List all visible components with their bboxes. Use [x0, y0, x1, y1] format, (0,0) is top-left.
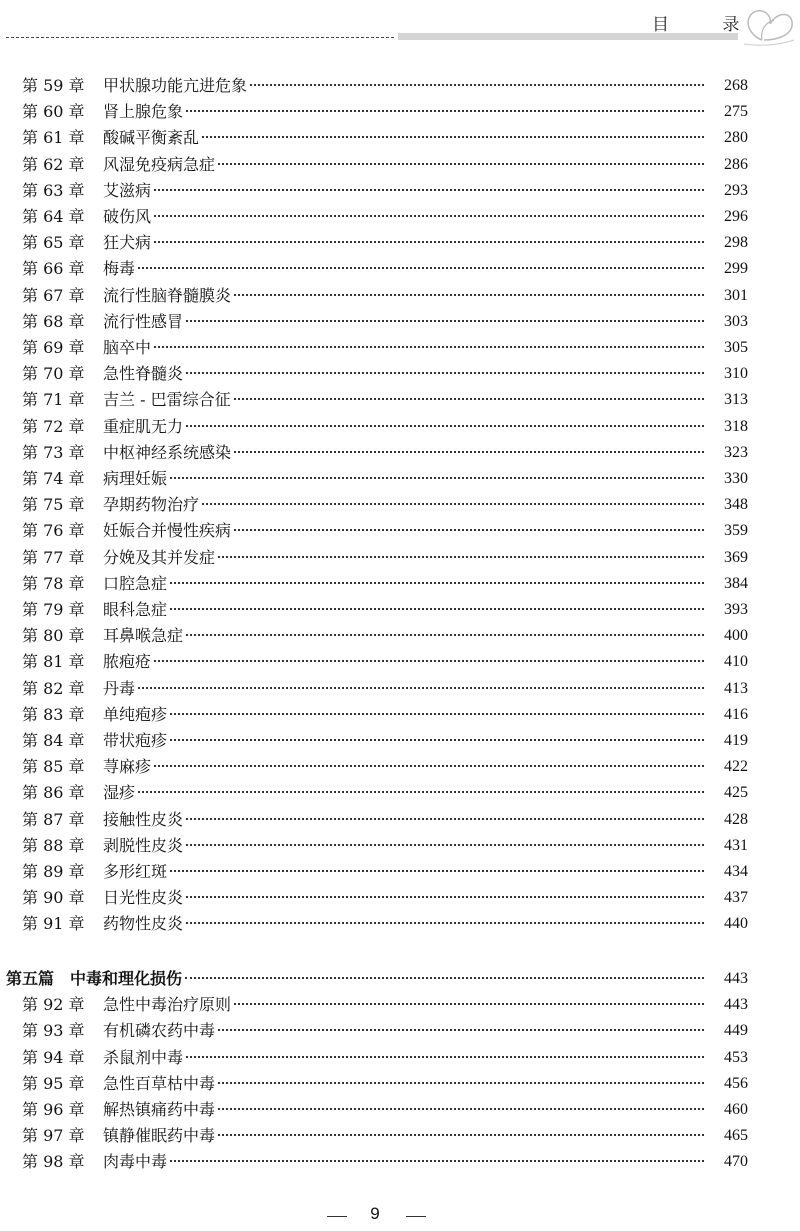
toc-row	[0, 571, 800, 597]
page-reference: 293	[706, 178, 748, 204]
chapter-number: 第 89 章	[22, 862, 85, 881]
chapter-title: 急性中毒治疗原则	[103, 995, 232, 1015]
chapter-number: 第 62 章	[22, 154, 85, 174]
chapter-number: 第 98 章	[22, 1152, 85, 1172]
page-reference: 313	[706, 387, 748, 413]
page-reference: 453	[706, 1045, 748, 1071]
chapter-title: 病理妊娠	[103, 469, 168, 488]
dot-leader	[138, 267, 748, 269]
toc-row	[0, 649, 800, 675]
title-with-leader	[103, 125, 748, 151]
footer-dash-left	[327, 1216, 347, 1217]
running-title: 目 录	[652, 15, 764, 35]
toc-row	[0, 73, 800, 99]
page-reference: 369	[706, 545, 748, 571]
chapter-number: 第 95 章	[22, 1073, 85, 1093]
title-with-leader	[103, 1071, 748, 1097]
chapter-number: 第 77 章	[22, 547, 85, 567]
dot-leader	[234, 451, 748, 453]
chapter-number: 第 61 章	[22, 128, 85, 148]
chapter-title: 孕期药物治疗	[103, 495, 200, 515]
title-with-leader	[103, 283, 748, 309]
title-with-leader	[103, 440, 748, 466]
chapter-title: 湿疹	[103, 783, 136, 803]
title-with-leader	[103, 545, 748, 571]
chapter-title: 甲状腺功能亢进危象	[103, 76, 248, 95]
dot-leader	[218, 163, 748, 165]
chapter-title: 脓疱疮	[103, 652, 152, 672]
dot-leader	[218, 1134, 748, 1136]
toc-row	[0, 466, 800, 492]
title-with-leader	[103, 152, 748, 178]
toc-row	[0, 545, 800, 571]
dot-leader	[138, 687, 748, 689]
toc-row	[0, 178, 800, 204]
chapter-title: 杀鼠剂中毒	[103, 1047, 184, 1067]
dot-leader	[186, 634, 748, 636]
page-reference: 323	[706, 440, 748, 466]
toc-row	[0, 807, 800, 833]
title-with-leader	[103, 859, 748, 885]
toc-row	[0, 361, 800, 387]
title-with-leader	[103, 1018, 748, 1044]
dot-leader	[218, 1029, 748, 1031]
page-reference: 286	[706, 152, 748, 178]
toc-row	[0, 833, 800, 859]
toc-row	[0, 992, 800, 1018]
page-reference: 419	[706, 728, 748, 754]
title-with-leader	[103, 518, 748, 544]
dot-leader	[170, 739, 748, 741]
chapter-title: 艾滋病	[103, 180, 152, 200]
title-with-leader	[103, 885, 748, 911]
dot-leader	[138, 791, 748, 793]
page-reference: 310	[706, 361, 748, 387]
page-reference: 348	[706, 492, 748, 518]
page-reference: 275	[706, 99, 748, 125]
chapter-title: 单纯疱疹	[103, 704, 168, 724]
dot-leader	[186, 922, 748, 924]
chapter-title: 流行性脑脊髓膜炎	[103, 285, 232, 305]
toc-row	[0, 1123, 800, 1149]
page-reference: 318	[706, 414, 748, 440]
chapter-number: 第 74 章	[22, 469, 85, 488]
toc-row	[0, 518, 800, 544]
title-with-leader	[103, 414, 748, 440]
dot-leader	[186, 844, 748, 846]
chapter-title: 肉毒中毒	[103, 1152, 168, 1172]
part-heading-row	[0, 966, 800, 992]
title-with-leader	[103, 73, 748, 99]
toc-row	[0, 885, 800, 911]
toc-row	[0, 1071, 800, 1097]
page-reference: 431	[706, 833, 748, 859]
dot-leader	[234, 529, 748, 531]
title-with-leader	[103, 230, 748, 256]
toc-row	[0, 754, 800, 780]
page-reference: 268	[706, 73, 748, 99]
chapter-number: 第 71 章	[22, 390, 85, 410]
page-reference: 470	[706, 1149, 748, 1175]
chapter-title: 狂犬病	[103, 233, 152, 253]
footer-dash-right	[406, 1216, 426, 1217]
dot-leader	[218, 556, 748, 558]
chapter-number: 第 79 章	[22, 600, 85, 619]
chapter-title: 酸碱平衡紊乱	[103, 128, 200, 148]
chapter-number: 第 69 章	[22, 338, 85, 357]
dot-leader	[202, 136, 748, 138]
dot-leader	[186, 1056, 748, 1058]
title-with-leader	[103, 256, 748, 282]
dot-leader	[154, 765, 748, 767]
toc-row	[0, 440, 800, 466]
chapter-title: 日光性皮炎	[103, 888, 184, 908]
dot-leader	[250, 84, 748, 86]
title-with-leader	[103, 492, 748, 518]
toc-row	[0, 256, 800, 282]
page-reference: 384	[706, 571, 748, 597]
title-with-leader	[103, 649, 748, 675]
dot-leader	[186, 110, 748, 112]
dot-leader	[234, 398, 748, 400]
chapter-number: 第 83 章	[22, 704, 85, 724]
toc-row	[0, 152, 800, 178]
chapter-number: 第 82 章	[22, 678, 85, 698]
title-with-leader	[103, 911, 748, 937]
page-reference: 428	[706, 807, 748, 833]
toc-row	[0, 99, 800, 125]
dot-leader	[154, 346, 748, 348]
chapter-title: 有机磷农药中毒	[103, 1021, 216, 1041]
chapter-number: 第 78 章	[22, 573, 85, 593]
title-with-leader	[103, 361, 748, 387]
dot-leader	[234, 1003, 748, 1005]
chapter-title: 耳鼻喉急症	[103, 626, 184, 646]
title-with-leader	[103, 754, 748, 780]
chapter-number: 第 96 章	[22, 1100, 85, 1119]
toc-row	[0, 676, 800, 702]
title-with-leader	[103, 807, 748, 833]
dot-leader	[170, 477, 748, 479]
chapter-number: 第 73 章	[22, 442, 85, 462]
flower-logo-icon	[732, 0, 798, 50]
page-reference: 443	[706, 992, 748, 1018]
chapter-title: 流行性感冒	[103, 311, 184, 331]
dot-leader	[185, 977, 748, 979]
toc-row	[0, 414, 800, 440]
toc-row	[0, 309, 800, 335]
dot-leader	[234, 294, 748, 296]
dot-leader	[170, 582, 748, 584]
toc-row	[0, 728, 800, 754]
chapter-number: 第 84 章	[22, 731, 85, 750]
title-with-leader	[103, 623, 748, 649]
dot-leader	[170, 1160, 748, 1162]
title-with-leader	[103, 702, 748, 728]
chapter-number: 第 87 章	[22, 809, 85, 829]
chapter-number: 第 90 章	[22, 888, 85, 908]
title-with-leader	[103, 1123, 748, 1149]
chapter-title: 镇静催眠药中毒	[103, 1126, 216, 1146]
page-reference: 303	[706, 309, 748, 335]
chapter-title: 破伤风	[103, 207, 152, 226]
chapter-number: 第 93 章	[22, 1021, 85, 1041]
page-reference: 465	[706, 1123, 748, 1149]
chapter-title: 梅毒	[103, 259, 136, 279]
page-reference: 299	[706, 256, 748, 282]
title-with-leader	[103, 728, 748, 754]
title-with-leader	[103, 309, 748, 335]
title-with-leader	[103, 833, 748, 859]
chapter-title: 急性脊髓炎	[103, 364, 184, 384]
page-reference: 410	[706, 649, 748, 675]
page-reference: 359	[706, 518, 748, 544]
chapter-title: 解热镇痛药中毒	[103, 1100, 216, 1119]
part-title: 第五篇 中毒和理化损伤	[6, 969, 183, 988]
dot-leader	[202, 503, 748, 505]
title-with-leader	[103, 1045, 748, 1071]
page-reference: 298	[706, 230, 748, 256]
title-with-leader	[103, 335, 748, 361]
chapter-title: 急性百草枯中毒	[103, 1073, 216, 1093]
title-with-leader	[103, 387, 748, 413]
chapter-number: 第 94 章	[22, 1047, 85, 1067]
dot-leader	[186, 818, 748, 820]
page-reference: 301	[706, 283, 748, 309]
chapter-title: 分娩及其并发症	[103, 547, 216, 567]
title-with-leader	[103, 99, 748, 125]
chapter-title: 接触性皮炎	[103, 809, 184, 829]
chapter-title: 重症肌无力	[103, 416, 184, 436]
title-with-leader	[103, 178, 748, 204]
chapter-number: 第 66 章	[22, 259, 85, 279]
page-reference: 434	[706, 859, 748, 885]
toc-row	[0, 702, 800, 728]
title-with-leader	[103, 1097, 748, 1123]
page-reference: 440	[706, 911, 748, 937]
page-reference: 330	[706, 466, 748, 492]
chapter-number: 第 72 章	[22, 416, 85, 436]
toc-row	[0, 780, 800, 806]
chapter-number: 第 97 章	[22, 1126, 85, 1146]
chapter-title: 脑卒中	[103, 338, 152, 357]
dot-leader	[218, 1108, 748, 1110]
chapter-number: 第 81 章	[22, 652, 85, 672]
page-reference: 460	[706, 1097, 748, 1123]
dot-leader	[154, 241, 748, 243]
title-with-leader	[103, 466, 748, 492]
title-with-leader	[103, 992, 748, 1018]
chapter-title: 多形红斑	[103, 862, 168, 881]
page-number: 9	[370, 1204, 380, 1223]
title-with-leader	[103, 676, 748, 702]
page-reference: 305	[706, 335, 748, 361]
page-reference: 443	[706, 966, 748, 992]
dot-leader	[170, 713, 748, 715]
chapter-title: 剥脱性皮炎	[103, 835, 184, 855]
dot-leader	[186, 320, 748, 322]
dot-leader	[186, 425, 748, 427]
toc-row	[0, 230, 800, 256]
page-reference: 280	[706, 125, 748, 151]
chapter-number: 第 75 章	[22, 495, 85, 515]
page-footer	[0, 1204, 800, 1228]
dot-leader	[154, 189, 748, 191]
dot-leader	[186, 372, 748, 374]
chapter-number: 第 80 章	[22, 626, 85, 646]
chapter-number: 第 85 章	[22, 757, 85, 777]
toc-row	[0, 1018, 800, 1044]
title-with-leader	[103, 597, 748, 623]
chapter-number: 第 92 章	[22, 995, 85, 1015]
chapter-title: 妊娠合并慢性疾病	[103, 521, 232, 541]
chapter-number: 第 68 章	[22, 311, 85, 331]
toc-row	[0, 387, 800, 413]
page-reference: 296	[706, 204, 748, 230]
dot-leader	[186, 896, 748, 898]
dot-leader	[154, 660, 748, 662]
chapter-title: 带状疱疹	[103, 731, 168, 750]
chapter-number: 第 65 章	[22, 233, 85, 253]
toc-row	[0, 597, 800, 623]
page-reference: 416	[706, 702, 748, 728]
toc-row	[0, 1097, 800, 1123]
header-dashed-rule	[6, 37, 394, 38]
toc-row	[0, 1149, 800, 1175]
page-reference: 425	[706, 780, 748, 806]
title-with-leader	[103, 1149, 748, 1175]
chapter-number: 第 60 章	[22, 102, 85, 122]
chapter-number: 第 64 章	[22, 207, 85, 226]
page-reference: 413	[706, 676, 748, 702]
page-reference: 456	[706, 1071, 748, 1097]
chapter-number: 第 59 章	[22, 76, 85, 95]
toc-row	[0, 859, 800, 885]
dot-leader	[170, 870, 748, 872]
chapter-number: 第 70 章	[22, 364, 85, 384]
chapter-number: 第 76 章	[22, 521, 85, 541]
page-header	[0, 0, 800, 60]
chapter-title: 中枢神经系统感染	[103, 442, 232, 462]
chapter-number: 第 88 章	[22, 835, 85, 855]
dot-leader	[170, 608, 748, 610]
chapter-title: 口腔急症	[103, 573, 168, 593]
page-reference: 437	[706, 885, 748, 911]
chapter-title: 眼科急症	[103, 600, 168, 619]
chapter-title: 荨麻疹	[103, 757, 152, 777]
title-with-leader	[103, 571, 748, 597]
toc-row	[0, 911, 800, 937]
chapter-title: 丹毒	[103, 678, 136, 698]
chapter-number: 第 67 章	[22, 285, 85, 305]
chapter-title: 肾上腺危象	[103, 102, 184, 122]
title-with-leader	[6, 966, 748, 992]
dot-leader	[154, 215, 748, 217]
page-reference: 393	[706, 597, 748, 623]
chapter-number: 第 86 章	[22, 783, 85, 803]
dot-leader	[218, 1082, 748, 1084]
chapter-title: 药物性皮炎	[103, 914, 184, 934]
toc-row	[0, 125, 800, 151]
page-reference: 449	[706, 1018, 748, 1044]
title-with-leader	[103, 780, 748, 806]
chapter-number: 第 91 章	[22, 914, 85, 934]
toc-row	[0, 204, 800, 230]
toc-row	[0, 1045, 800, 1071]
chapter-title: 风湿免疫病急症	[103, 154, 216, 174]
chapter-number: 第 63 章	[22, 180, 85, 200]
page-reference: 422	[706, 754, 748, 780]
toc-row	[0, 335, 800, 361]
toc-row	[0, 623, 800, 649]
toc-row	[0, 492, 800, 518]
page-reference: 400	[706, 623, 748, 649]
chapter-title: 吉兰 - 巴雷综合征	[103, 390, 231, 410]
title-with-leader	[103, 204, 748, 230]
toc-row	[0, 283, 800, 309]
